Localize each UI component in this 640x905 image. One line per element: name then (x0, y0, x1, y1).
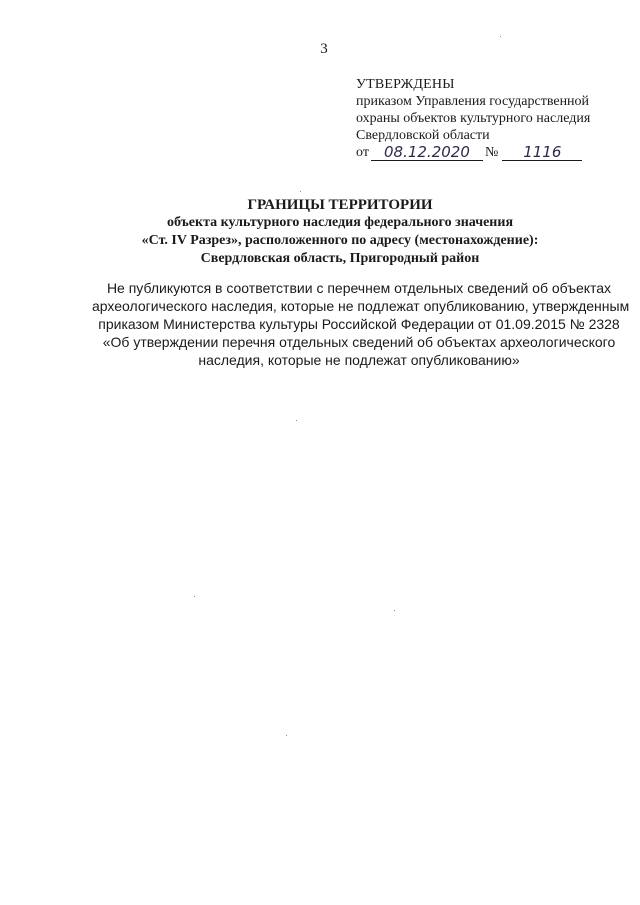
approval-heading: УТВЕРЖДЕНЫ (356, 77, 455, 92)
page-number: 3 (320, 41, 328, 57)
approval-block (356, 76, 626, 161)
body-line: археологического наследия, которые не подлежат опубликованию, утвержденным (92, 298, 630, 314)
body-line: приказом Министерства культуры Российской Федерации от 01.09.2015 № 2328 (98, 316, 620, 332)
date-prefix: от (356, 145, 369, 160)
scan-speck (500, 36, 501, 37)
title-line: объекта культурного наследия федерального значения (166, 215, 514, 230)
body-line: наследия, которые не подлежат опубликованию» (198, 352, 520, 368)
scan-speck (394, 610, 395, 611)
body-paragraph (92, 279, 630, 369)
order-number-handwritten: 1116 (502, 145, 582, 161)
scan-speck (296, 420, 297, 421)
approval-line: Свердловской области (356, 128, 490, 143)
scan-speck (286, 735, 287, 736)
number-prefix: № (484, 145, 499, 160)
order-date-handwritten: 08.12.2020 (371, 145, 483, 161)
scan-speck (300, 191, 301, 192)
body-line: «Об утверждении перечня отдельных сведений об объектах археологического (102, 334, 616, 350)
scan-speck (194, 596, 195, 597)
order-date-number-line (356, 144, 626, 161)
approval-line: охраны объектов культурного наследия (356, 111, 591, 126)
title-main: ГРАНИЦЫ ТЕРРИТОРИИ (247, 197, 433, 213)
body-line: Не публикуются в соответствии с перечнем отдельных сведений об объектах (106, 280, 612, 296)
title-line: Свердловская область, Пригородный район (200, 251, 480, 266)
approval-line: приказом Управления государственной (356, 94, 590, 109)
document-title (0, 196, 640, 268)
title-line: «Ст. IV Разрез», расположенного по адресу (местонахождение): (141, 233, 539, 248)
